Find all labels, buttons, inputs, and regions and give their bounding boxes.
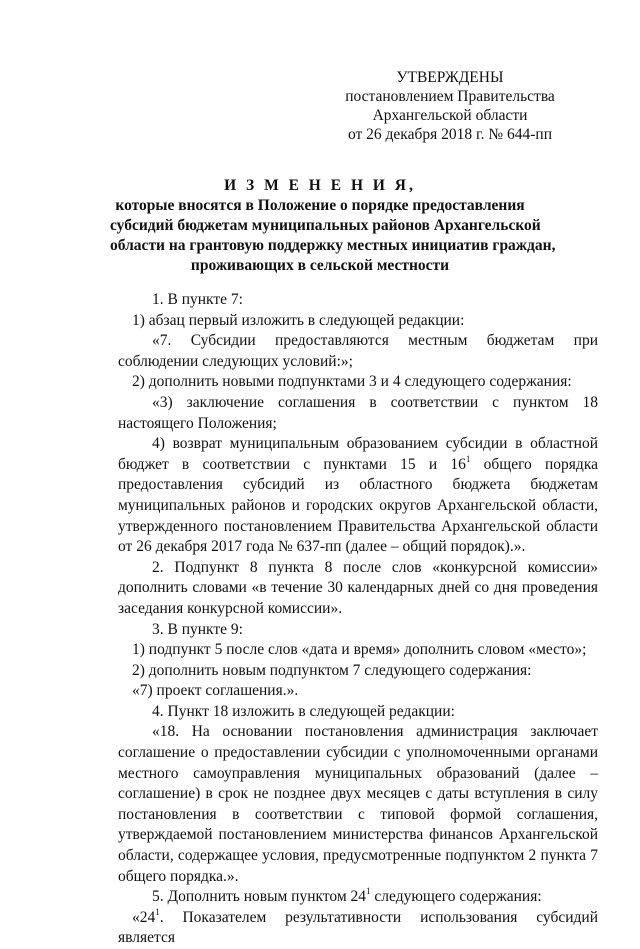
paragraph: 2) дополнить новыми подпунктами 3 и 4 следующего содержания: [132,373,572,391]
paragraph: 2. Подпункт 8 пункта 8 после слов «конкурсной комиссии» дополнить словами «в течение 30 календарных дней со дня проведения заседания конкурсной комиссии». [118,558,598,617]
paragraph: «18. На основании постановления администрация заключает соглашение о предоставлении субсидии с уполномоченными органами местного самоуправления муниципальных образований (далее – соглашение) в срок не позднее двух месяцев с даты вступления в силу постановления в соответствии с типовой формой соглашения, утверждаемой постановлением министерства финансов Архангельской области, содержащее условия, предусмотренные подпунктом 2 пункта 7 общего порядка.». [118,723,598,885]
title-line: проживающих в сельской местности [190,257,450,274]
paragraph: «7) проект соглашения.». [132,682,299,700]
title-line: субсидий бюджетам муниципальных районов Архангельской [110,217,541,234]
approval-line: УТВЕРЖДЕНЫ [396,69,504,86]
paragraph-text: 4) возврат муниципальным образованием субсидии в областной бюджет в соответствии с пунктами 15 и 16 [118,435,598,473]
paragraph: «3) заключение соглашения в соответствии с пунктом 18 настоящего Положения; [118,393,598,432]
paragraph-text: 5. Дополнить новым пунктом 24 [152,888,367,906]
title-line: области на грантовую поддержку местных инициатив граждан, [110,237,556,254]
title-line: которые вносятся в Положение о порядке предоставления [115,197,525,214]
document-title [110,176,556,276]
paragraph [118,434,598,558]
superscript: 1 [155,906,160,917]
paragraph: «7. Субсидии предоставляются местным бюджетам при соблюдении следующих условий:»; [118,332,598,370]
superscript: 1 [366,886,371,897]
superscript: 1 [465,453,471,464]
title-subtitle [110,196,556,276]
approval-line: от 26 декабря 2018 г. № 644-пп [347,126,553,143]
paragraph: 1) подпункт 5 после слов «дата и время» дополнить словом «место»; [132,641,587,659]
title-heading: И З М Е Н Е Н И Я, [224,177,416,194]
paragraph-text: . Показателем результативности использования субсидий является [118,908,598,947]
paragraph: 2) дополнить новым подпунктом 7 следующего содержания: [132,661,532,679]
approval-line: постановлением Правительства [345,88,555,105]
approval-stamp [300,68,600,144]
paragraph [118,908,598,949]
document-body [118,290,598,949]
paragraph: 1) абзац первый изложить в следующей редакции: [132,311,465,329]
approval-line: Архангельской области [372,107,528,124]
paragraph: 1. В пункте 7: [152,291,243,308]
paragraph: 4. Пункт 18 изложить в следующей редакции: [152,702,455,720]
paragraph-text: следующего содержания: [370,888,542,906]
paragraph-text: «24 [132,908,156,926]
paragraph-text: общего порядка предоставления субсидий из областного бюджета бюджетам муниципальных районов и городских округов Архангельской области, утвержденного постановлением Правительства Архангельской области от 26 декабря 2017 года № 637-пп (далее – общий порядок).». [118,455,598,556]
paragraph: 3. В пункте 9: [152,620,243,638]
